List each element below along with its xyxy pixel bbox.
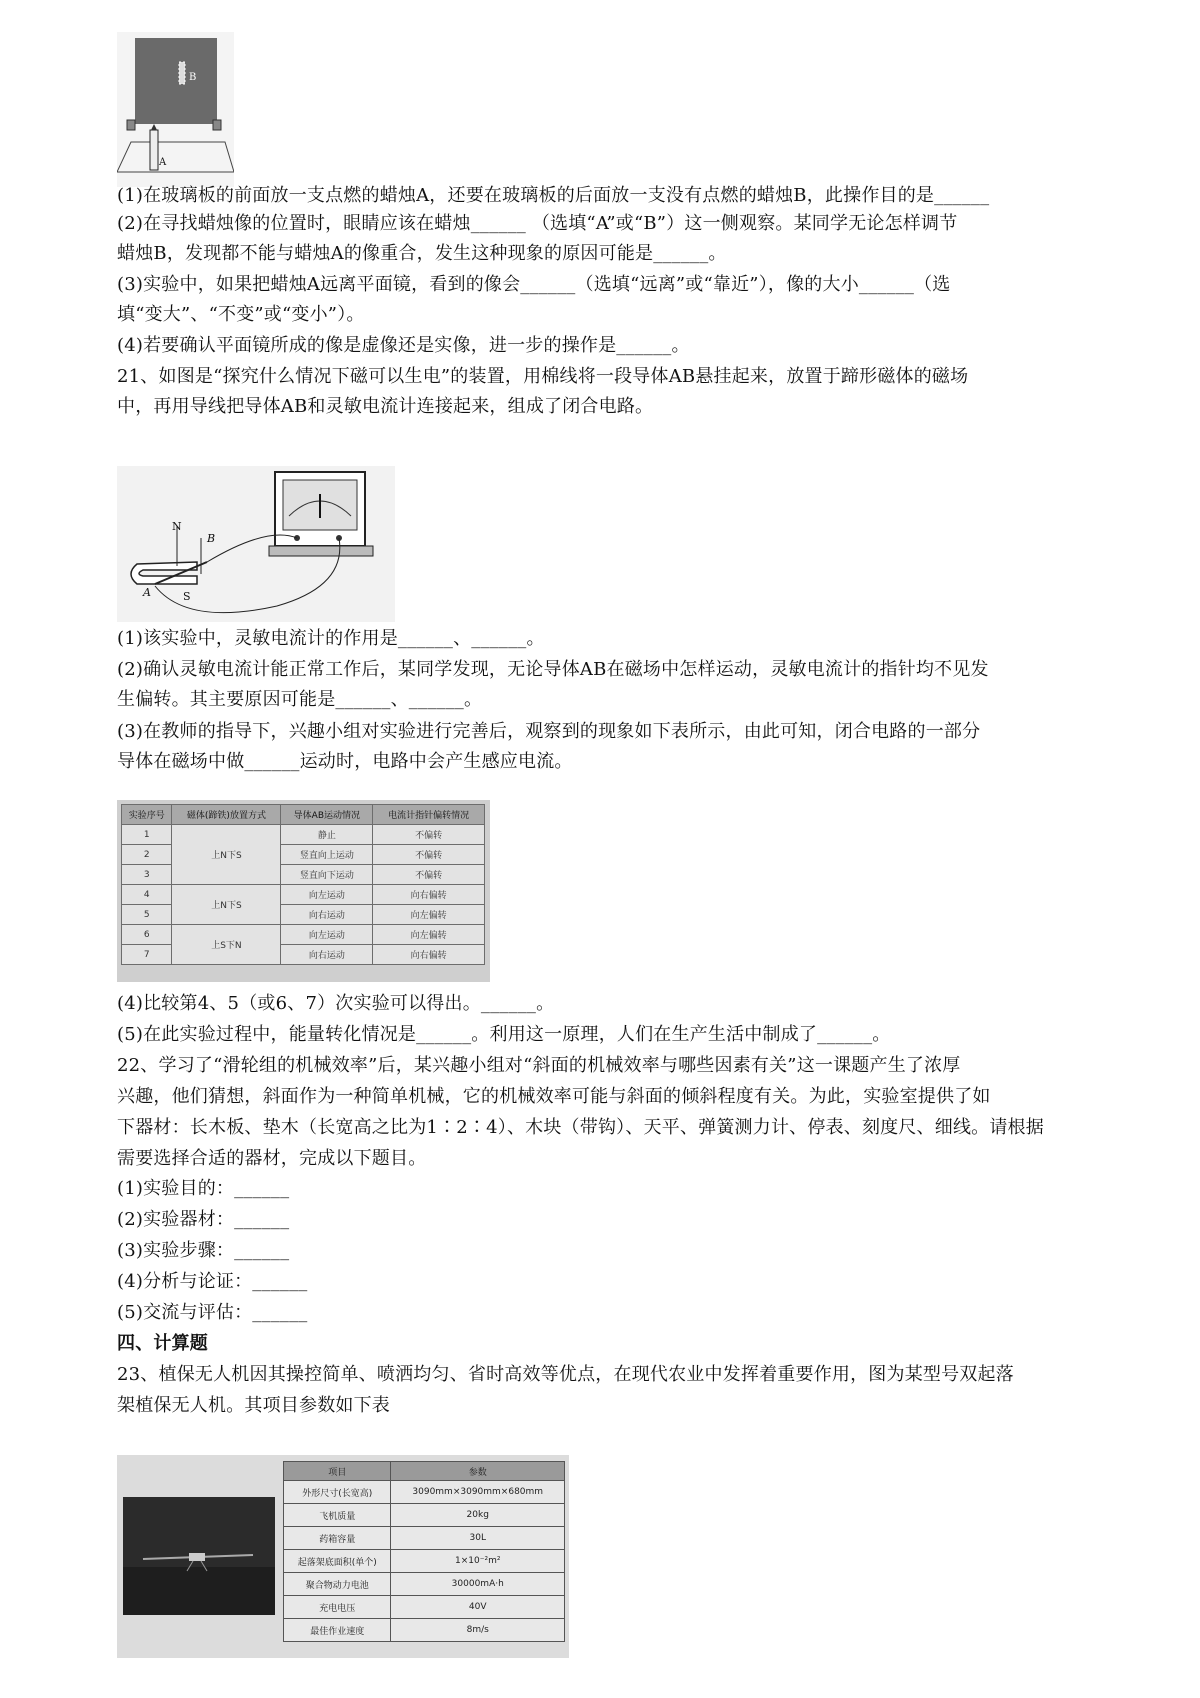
text-line-22: (3)实验步骤：______: [117, 1240, 290, 1261]
table-cell: 8m/s: [391, 1619, 565, 1642]
text-line-13: 导体在磁场中做______运动时，电路中会产生感应电流。: [117, 751, 573, 772]
text-line-1: (1)在玻璃板的前面放一支点燃的蜡烛A，还要在玻璃板的后面放一支没有点燃的蜡烛B，此操作目的是______: [117, 185, 990, 206]
text-line-26: 23、植保无人机因其操控简单、喷洒均匀、省时高效等优点，在现代农业中发挥着重要作用，图为某型号双起落: [117, 1364, 1014, 1385]
table-cell: 聚合物动力电池: [284, 1573, 391, 1596]
table-cell: 向左运动: [281, 885, 373, 905]
table-cell: 5: [122, 905, 172, 925]
table-cell: 向右运动: [281, 945, 373, 965]
table-cell: 向左运动: [281, 925, 373, 945]
table-row: [122, 885, 485, 905]
table-cell: 竖直向下运动: [281, 865, 373, 885]
label-b: B: [207, 532, 216, 545]
table-cell: 药箱容量: [284, 1527, 391, 1550]
table-cell: 外形尺寸(长宽高): [284, 1481, 391, 1504]
text-line-9: (1)该实验中，灵敏电流计的作用是______、______。: [117, 628, 545, 649]
table-cell: 向左偏转: [373, 905, 485, 925]
table-cell: 起落架底面积(单个): [284, 1550, 391, 1573]
section-heading: 四、计算题: [117, 1333, 208, 1354]
text-line-24: (5)交流与评估：______: [117, 1302, 308, 1323]
table-header-cell: 项目: [284, 1462, 391, 1481]
text-line-23: (4)分析与论证：______: [117, 1271, 308, 1292]
text-line-19: 需要选择合适的器材，完成以下题目。: [117, 1148, 427, 1169]
text-line-27: 架植保无人机。其项目参数如下表: [117, 1395, 390, 1416]
table-cell: 上S下N: [172, 925, 281, 965]
figure-experiment-table: [117, 800, 490, 982]
table-cell: 2: [122, 845, 172, 865]
table-cell: 竖直向上运动: [281, 845, 373, 865]
text-line-10: (2)确认灵敏电流计能正常工作后，某同学发现，无论导体AB在磁场中怎样运动，灵敏电流计的指针均不见发: [117, 659, 989, 680]
table-cell: 不偏转: [373, 845, 485, 865]
table-cell: 向右偏转: [373, 945, 485, 965]
table-header-cell: 参数: [391, 1462, 565, 1481]
table-cell: 不偏转: [373, 865, 485, 885]
table-cell: 1×10⁻²m²: [391, 1550, 565, 1573]
table-cell: 不偏转: [373, 825, 485, 845]
table-cell: 上N下S: [172, 825, 281, 885]
experiment-table: [121, 804, 485, 965]
text-line-15: (5)在此实验过程中，能量转化情况是______。利用这一原理，人们在生产生活中制成了______。: [117, 1024, 891, 1045]
table-cell: 飞机质量: [284, 1504, 391, 1527]
table-cell: 充电电压: [284, 1596, 391, 1619]
figure-plane-mirror-experiment: [117, 32, 234, 187]
table-cell: 7: [122, 945, 172, 965]
table-header-cell: 导体AB运动情况: [281, 805, 373, 825]
table-cell: 40V: [391, 1596, 565, 1619]
text-line-7: 21、如图是“探究什么情况下磁可以生电”的装置，用棉线将一段导体AB悬挂起来，放置于蹄形磁体的磁场: [117, 366, 969, 387]
table-cell: 3090mm×3090mm×680mm: [391, 1481, 565, 1504]
table-header-row: [284, 1462, 565, 1481]
table-cell: 4: [122, 885, 172, 905]
table-row: [284, 1550, 565, 1573]
drone-params-table: [283, 1461, 565, 1642]
text-line-16: 22、学习了“滑轮组的机械效率”后，某兴趣小组对“斜面的机械效率与哪些因素有关”这一课题产生了浓厚: [117, 1055, 961, 1076]
label-n: N: [172, 520, 182, 533]
text-line-11: 生偏转。其主要原因可能是______、______。: [117, 689, 483, 710]
text-line-5: 填“变大”、“不变”或“变小”）。: [117, 304, 365, 325]
table-cell: 向右运动: [281, 905, 373, 925]
table-row: [284, 1527, 565, 1550]
table-cell: 向左偏转: [373, 925, 485, 945]
text-line-3: 蜡烛B，发现都不能与蜡烛A的像重合，发生这种现象的原因可能是______。: [117, 243, 727, 264]
text-line-2: (2)在寻找蜡烛像的位置时，眼睛应该在蜡烛______ （选填“A”或“B”）这一侧观察。某同学无论怎样调节: [117, 213, 958, 234]
table-cell: 静止: [281, 825, 373, 845]
figure-drone-parameters: [117, 1455, 569, 1658]
label-a: A: [159, 157, 167, 168]
table-row: [284, 1573, 565, 1596]
text-line-17: 兴趣，他们猜想，斜面作为一种简单机械，它的机械效率可能与斜面的倾斜程度有关。为此，实验室提供了如: [117, 1086, 991, 1107]
label-a: A: [143, 586, 151, 599]
table-header-cell: 磁体(蹄铁)放置方式: [172, 805, 281, 825]
figure-electromagnetic-induction-setup: [117, 466, 395, 622]
text-line-14: (4)比较第4、5（或6、7）次实验可以得出。______。: [117, 993, 555, 1014]
table-row: [284, 1481, 565, 1504]
table-row: [284, 1504, 565, 1527]
text-line-12: (3)在教师的指导下，兴趣小组对实验进行完善后，观察到的现象如下表所示，由此可知，闭合电路的一部分: [117, 721, 981, 742]
table-header-cell: 电流计指针偏转情况: [373, 805, 485, 825]
label-s: S: [183, 590, 191, 603]
table-row: [122, 925, 485, 945]
text-line-4: (3)实验中，如果把蜡烛A远离平面镜，看到的像会______（选填“远离”或“靠近”），像的大小______（选: [117, 274, 951, 295]
table-header-row: [122, 805, 485, 825]
table-cell: 上N下S: [172, 885, 281, 925]
text-line-6: (4)若要确认平面镜所成的像是虚像还是实像，进一步的操作是______。: [117, 335, 690, 356]
table-row: [284, 1619, 565, 1642]
table-cell: 向右偏转: [373, 885, 485, 905]
table-header-cell: 实验序号: [122, 805, 172, 825]
text-line-21: (2)实验器材：______: [117, 1209, 290, 1230]
table-cell: 30000mA·h: [391, 1573, 565, 1596]
table-cell: 3: [122, 865, 172, 885]
table-cell: 20kg: [391, 1504, 565, 1527]
label-b: B: [189, 72, 197, 83]
drone-photo: [123, 1497, 275, 1615]
table-cell: 6: [122, 925, 172, 945]
table-cell: 1: [122, 825, 172, 845]
table-row: [122, 825, 485, 845]
text-line-20: (1)实验目的：______: [117, 1178, 290, 1199]
text-line-18: 下器材：长木板、垫木（长宽高之比为1∶2∶4）、木块（带钩）、天平、弹簧测力计、停表、刻度尺、细线。请根据: [117, 1117, 1044, 1138]
table-cell: 30L: [391, 1527, 565, 1550]
text-line-8: 中，再用导线把导体AB和灵敏电流计连接起来，组成了闭合电路。: [117, 396, 654, 417]
table-cell: 最佳作业速度: [284, 1619, 391, 1642]
table-row: [284, 1596, 565, 1619]
